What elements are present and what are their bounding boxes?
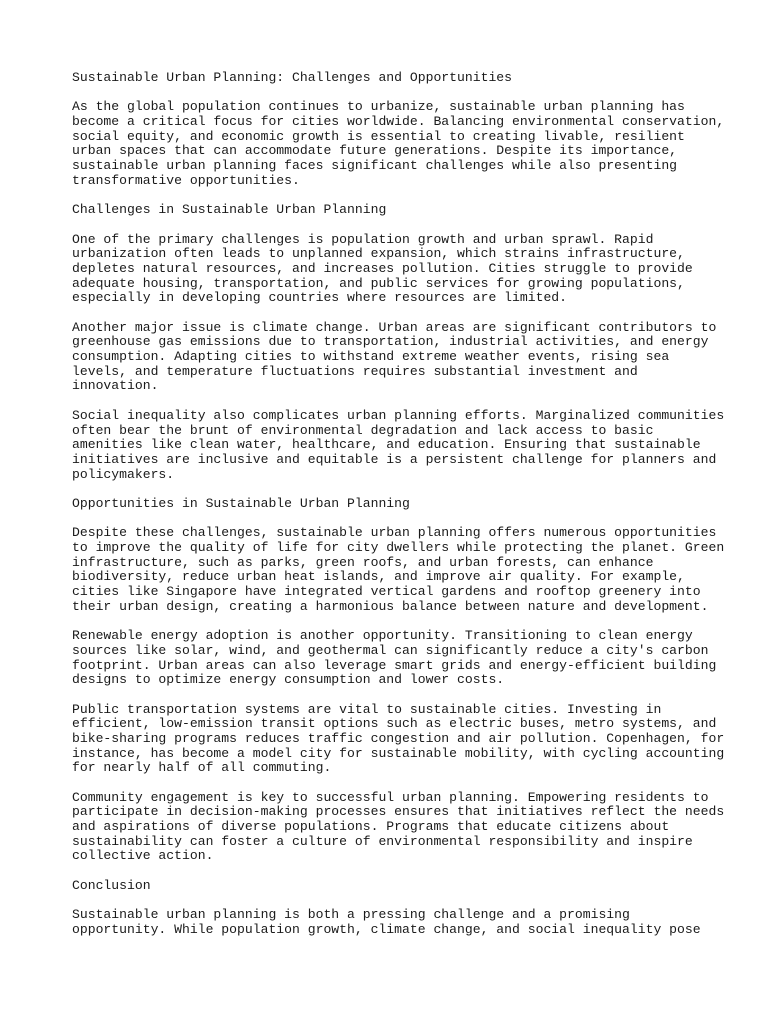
paragraph-line: designs to optimize energy consumption and lower costs.	[72, 672, 505, 688]
paragraph-spacer	[72, 86, 712, 101]
paragraph-line: participate in decision-making processes ensures that initiatives reflect the needs	[72, 804, 725, 820]
paragraph-line: greenhouse gas emissions due to transportation, industrial activities, and energy	[72, 334, 709, 350]
paragraph-line: As the global population continues to urbanize, sustainable urban planning has	[72, 99, 685, 115]
paragraph-spacer	[72, 688, 712, 703]
paragraph-line: efficient, low-emission transit options such as electric buses, metro systems, and	[72, 716, 717, 732]
paragraph-line: Despite these challenges, sustainable urban planning offers numerous opportunities	[72, 525, 717, 541]
challenges-heading	[72, 203, 712, 218]
paragraph-line: Another major issue is climate change. Urban areas are significant contributors to	[72, 319, 717, 335]
intro-paragraph	[72, 99, 725, 188]
document-title	[72, 71, 712, 86]
paragraph-spacer	[72, 306, 712, 321]
paragraph-spacer	[72, 218, 712, 233]
paragraph-line: and aspirations of diverse populations. Programs that educate citizens about	[72, 819, 670, 835]
paragraph-line: often bear the brunt of environmental degradation and lack access to basic	[72, 422, 654, 438]
paragraph-line: instance, has become a model city for sustainable mobility, with cycling accounting	[72, 745, 725, 761]
heading-text: Conclusion	[72, 877, 151, 893]
paragraph-line: to improve the quality of life for city dwellers while protecting the planet. Green	[72, 540, 725, 555]
paragraph-spacer	[72, 864, 712, 879]
document-page	[72, 70, 725, 938]
paragraph-line: amenities like clean water, healthcare, and education. Ensuring that sustainable	[72, 437, 701, 453]
paragraph-line: innovation.	[72, 378, 159, 394]
conclusion-paragraph	[72, 908, 712, 937]
renewable-energy-paragraph	[72, 628, 717, 688]
paragraph-spacer	[72, 512, 712, 527]
heading-text: Challenges in Sustainable Urban Planning	[72, 202, 387, 218]
paragraph-line: One of the primary challenges is population growth and urban sprawl. Rapid	[72, 231, 654, 247]
paragraph-line: Public transportation systems are vital to sustainable cities. Investing in	[72, 701, 662, 717]
paragraph-line: bike-sharing programs reduces traffic congestion and air pollution. Copenhagen, for	[72, 730, 725, 746]
paragraph-line: consumption. Adapting cities to withstand extreme weather events, rising sea	[72, 349, 670, 365]
paragraph-line: opportunity. While population growth, climate change, and social inequality pose	[72, 921, 701, 937]
paragraph-line: sources like solar, wind, and geothermal can significantly reduce a city's carbon	[72, 642, 709, 658]
heading-text: Sustainable Urban Planning: Challenges and Opportunities	[72, 70, 513, 85]
paragraph-line: urbanization often leads to unplanned expansion, which strains infrastructure,	[72, 246, 685, 262]
paragraph-spacer	[72, 894, 712, 909]
paragraph-line: infrastructure, such as parks, green roofs, and urban forests, can enhance	[72, 554, 654, 570]
paragraph-line: social equity, and economic growth is essential to creating livable, resilient	[72, 128, 685, 144]
paragraph-line: for nearly half of all commuting.	[72, 760, 332, 776]
green-infrastructure-paragraph	[72, 525, 725, 614]
paragraph-spacer	[72, 189, 712, 204]
paragraph-spacer	[72, 394, 712, 409]
paragraph-line: cities like Singapore have integrated vertical gardens and rooftop greenery into	[72, 584, 701, 600]
paragraph-spacer	[72, 482, 712, 497]
paragraph-spacer	[72, 614, 712, 629]
paragraph-line: sustainability can foster a culture of environmental responsibility and inspire	[72, 833, 693, 849]
paragraph-line: transformative opportunities.	[72, 172, 300, 188]
heading-text: Opportunities in Sustainable Urban Planning	[72, 495, 410, 511]
conclusion-heading	[72, 879, 712, 894]
paragraph-line: levels, and temperature fluctuations requires substantial investment and	[72, 363, 638, 379]
population-growth-paragraph	[72, 233, 712, 306]
paragraph-line: collective action.	[72, 848, 214, 864]
paragraph-line: urban spaces that can accommodate future generations. Despite its importance,	[72, 143, 678, 159]
paragraph-line: policymakers.	[72, 466, 175, 482]
paragraph-line: adequate housing, transportation, and public services for growing populations,	[72, 275, 685, 291]
paragraph-line: footprint. Urban areas can also leverage smart grids and energy-efficient building	[72, 657, 717, 673]
community-engagement-paragraph	[72, 789, 725, 864]
climate-change-paragraph	[72, 319, 717, 394]
social-inequality-paragraph	[72, 407, 725, 482]
paragraph-line: Renewable energy adoption is another opportunity. Transitioning to clean energy	[72, 628, 693, 644]
paragraph-line: especially in developing countries where resources are limited.	[72, 290, 568, 306]
paragraph-line: initiatives are inclusive and equitable is a persistent challenge for planners and	[72, 451, 717, 467]
paragraph-line: biodiversity, reduce urban heat islands, and improve air quality. For example,	[72, 569, 685, 585]
paragraph-line: Community engagement is key to successful urban planning. Empowering residents to	[72, 789, 709, 805]
paragraph-line: sustainable urban planning faces significant challenges while also presenting	[72, 158, 678, 174]
opportunities-heading	[72, 497, 712, 512]
paragraph-line: Sustainable urban planning is both a pressing challenge and a promising	[72, 907, 630, 923]
paragraph-line: depletes natural resources, and increases pollution. Cities struggle to provide	[72, 260, 693, 276]
paragraph-line: become a critical focus for cities worldwide. Balancing environmental conservation,	[72, 114, 725, 130]
paragraph-line: their urban design, creating a harmonious balance between nature and development.	[72, 598, 709, 614]
paragraph-spacer	[72, 776, 712, 791]
public-transportation-paragraph	[72, 701, 725, 776]
paragraph-line: Social inequality also complicates urban planning efforts. Marginalized communities	[72, 407, 725, 423]
